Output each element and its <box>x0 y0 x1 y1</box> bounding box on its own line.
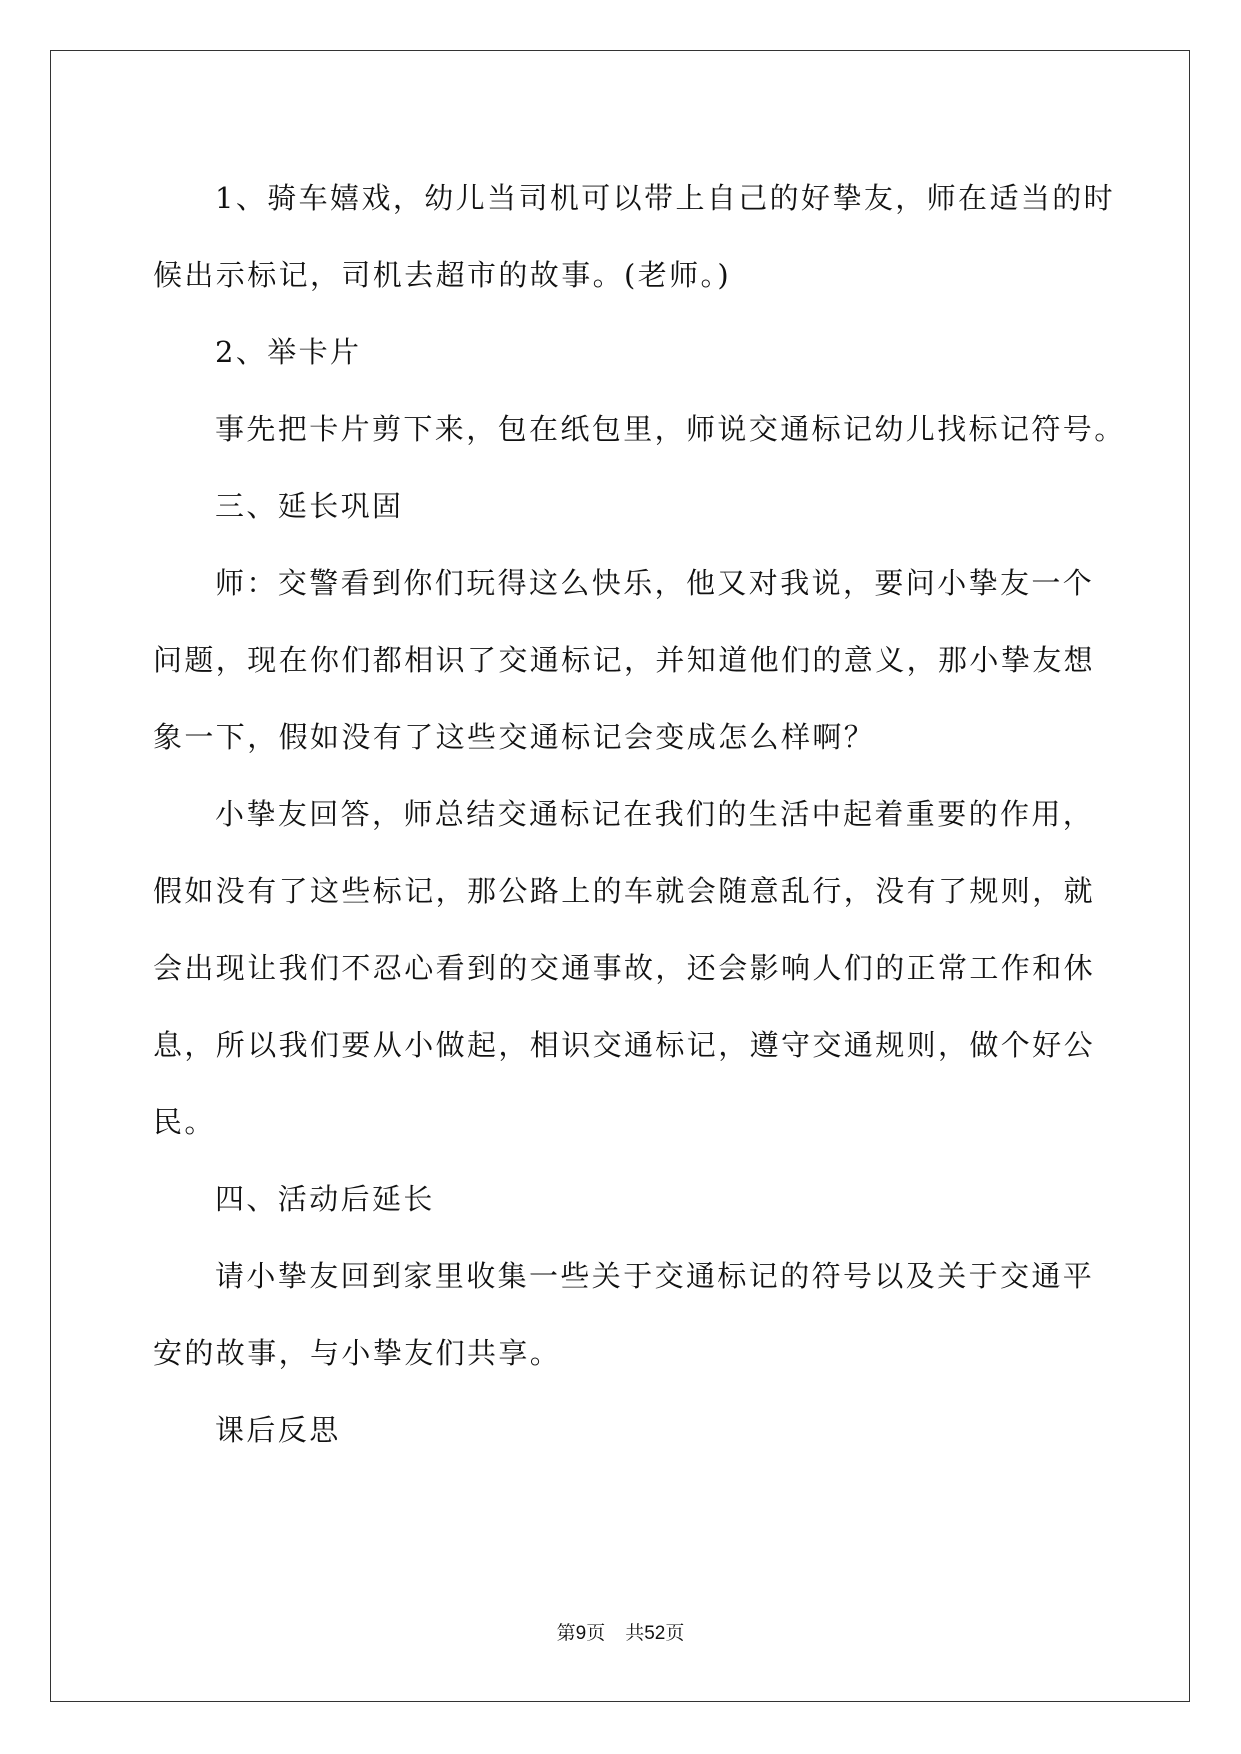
paragraph-line: 假如没有了这些标记，那公路上的车就会随意乱行，没有了规则，就 <box>153 874 1096 908</box>
paragraph-line: 安的故事，与小挚友们共享。 <box>153 1336 562 1370</box>
paragraph-line: 事先把卡片剪下来，包在纸包里，师说交通标记幼儿找标记符号。 <box>215 412 1126 446</box>
total-suffix: 页 <box>665 1622 685 1644</box>
page-number: 9 <box>575 1623 587 1644</box>
section-heading: 三、延长巩固 <box>215 489 404 523</box>
section-heading: 四、活动后延长 <box>215 1182 435 1216</box>
section-heading: 课后反思 <box>215 1413 341 1447</box>
document-body <box>153 160 1126 1469</box>
page-footer <box>0 1618 1241 1645</box>
paragraph-line: 象一下，假如没有了这些交通标记会变成怎么样啊？ <box>153 720 876 754</box>
paragraph-line: 请小挚友回到家里收集一些关于交通标记的符号以及关于交通平 <box>215 1259 1095 1293</box>
page-prefix: 第 <box>556 1622 576 1644</box>
paragraph-line: 会出现让我们不忍心看到的交通事故，还会影响人们的正常工作和休 <box>153 951 1096 985</box>
paragraph-line: 1、骑车嬉戏，幼儿当司机可以带上自己的好挚友，师在适当的时 <box>215 181 1116 215</box>
paragraph-line: 师：交警看到你们玩得这么快乐，他又对我说，要问小挚友一个 <box>215 566 1095 600</box>
paragraph-line: 民。 <box>153 1105 216 1139</box>
total-pages: 52 <box>644 1623 666 1644</box>
page-suffix: 页 <box>586 1622 606 1644</box>
paragraph-line: 2、举卡片 <box>215 335 362 369</box>
paragraph-line: 问题，现在你们都相识了交通标记，并知道他们的意义，那小挚友想 <box>153 643 1096 677</box>
paragraph-line: 小挚友回答，师总结交通标记在我们的生活中起着重要的作用， <box>215 797 1095 831</box>
total-prefix: 共 <box>625 1622 645 1644</box>
paragraph-line: 候出示标记，司机去超市的故事。(老师。) <box>153 258 732 292</box>
paragraph-line: 息，所以我们要从小做起，相识交通标记，遵守交通规则，做个好公 <box>153 1028 1096 1062</box>
